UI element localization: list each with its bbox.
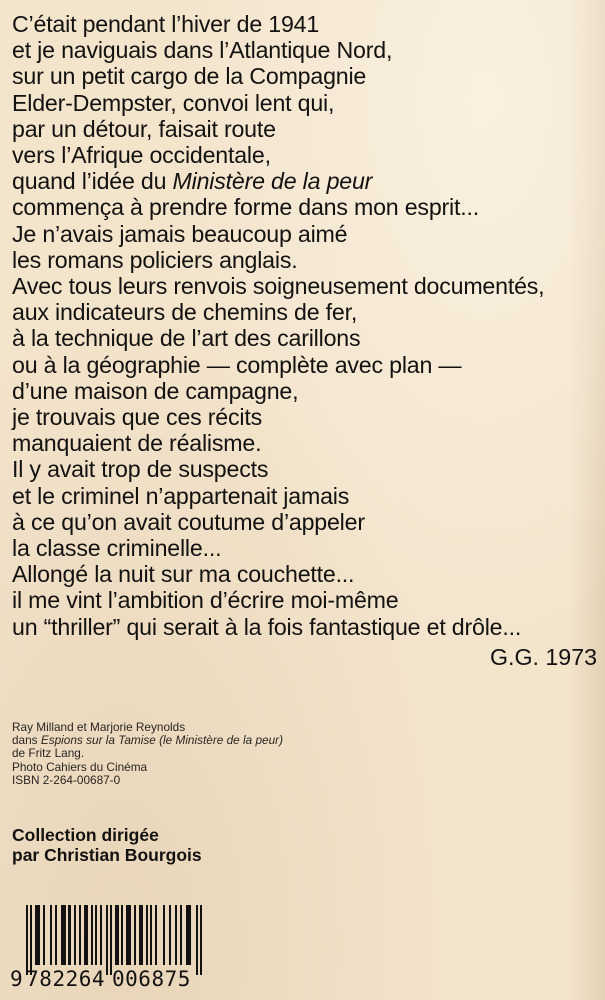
- excerpt-line: Allongé la nuit sur ma couchette...: [12, 561, 355, 588]
- barcode-number: [10, 967, 191, 991]
- excerpt-line: les romans policiers anglais.: [12, 246, 298, 273]
- excerpt-line: C’était pendant l’hiver de 1941: [12, 11, 320, 37]
- excerpt-line: Avec tous leurs renvois soigneusement documentés,: [12, 273, 545, 300]
- excerpt-line: d’une maison de campagne,: [12, 377, 299, 404]
- author-signature: G.G. 1973: [490, 644, 597, 670]
- barcode-right-group: 006875: [112, 967, 191, 991]
- excerpt-line-with-title: [12, 168, 602, 194]
- credits-film-prefix: dans: [12, 733, 41, 748]
- collection-editor: [12, 826, 202, 865]
- excerpt-line: et je naviguais dans l’Atlantique Nord,: [12, 37, 393, 64]
- excerpt-line: à la technique de l’art des carillons: [12, 325, 361, 352]
- excerpt-line: je trouvais que ces récits: [12, 404, 262, 431]
- excerpt-line: la classe criminelle...: [12, 535, 222, 562]
- excerpt-line: manquaient de réalisme.: [12, 430, 262, 457]
- excerpt-line: vers l’Afrique occidentale,: [12, 142, 271, 169]
- credits-actors: Ray Milland et Marjorie Reynolds: [12, 720, 186, 734]
- credits-photo: Photo Cahiers du Cinéma: [12, 759, 148, 774]
- book-title-italic: Ministère de la peur: [172, 168, 373, 195]
- excerpt-line: aux indicateurs de chemins de fer,: [12, 299, 358, 326]
- excerpt-line: Je n’avais jamais beaucoup aimé: [12, 220, 348, 247]
- isbn: ISBN 2-264-00687-0: [12, 772, 121, 787]
- excerpt-line: à ce qu’on avait coutume d’appeler: [12, 508, 365, 535]
- collection-line-2: par Christian Bourgois: [12, 844, 202, 865]
- excerpt-line: un “thriller” qui serait à la fois fantastique et drôle...: [12, 613, 522, 640]
- barcode-lead-digit: 9: [10, 967, 24, 991]
- excerpt-line-text: quand l’idée du: [12, 168, 173, 195]
- excerpt-line: et le criminel n’appartenait jamais: [12, 482, 350, 509]
- excerpt-line: Elder-Dempster, convoi lent qui,: [12, 89, 335, 116]
- collection-line-1: Collection dirigée: [12, 825, 159, 845]
- back-cover-excerpt: [12, 11, 602, 640]
- excerpt-line: ou à la géographie — complète avec plan —: [12, 351, 462, 378]
- photo-credits: [12, 721, 283, 787]
- credits-film-title: Espions sur la Tamise (le Ministère de la peur): [40, 733, 284, 748]
- excerpt-line: il me vint l’ambition d’écrire moi-même: [12, 587, 399, 614]
- credits-director: de Fritz Lang.: [12, 746, 85, 761]
- excerpt-line: Il y avait trop de suspects: [12, 456, 269, 483]
- excerpt-line: commença à prendre forme dans mon esprit...: [12, 194, 479, 221]
- barcode-left-group: 782264: [26, 967, 106, 991]
- excerpt-line: par un détour, faisait route: [12, 115, 276, 142]
- barcode-bars-icon: [24, 905, 209, 975]
- excerpt-line: sur un petit cargo de la Compagnie: [12, 63, 367, 90]
